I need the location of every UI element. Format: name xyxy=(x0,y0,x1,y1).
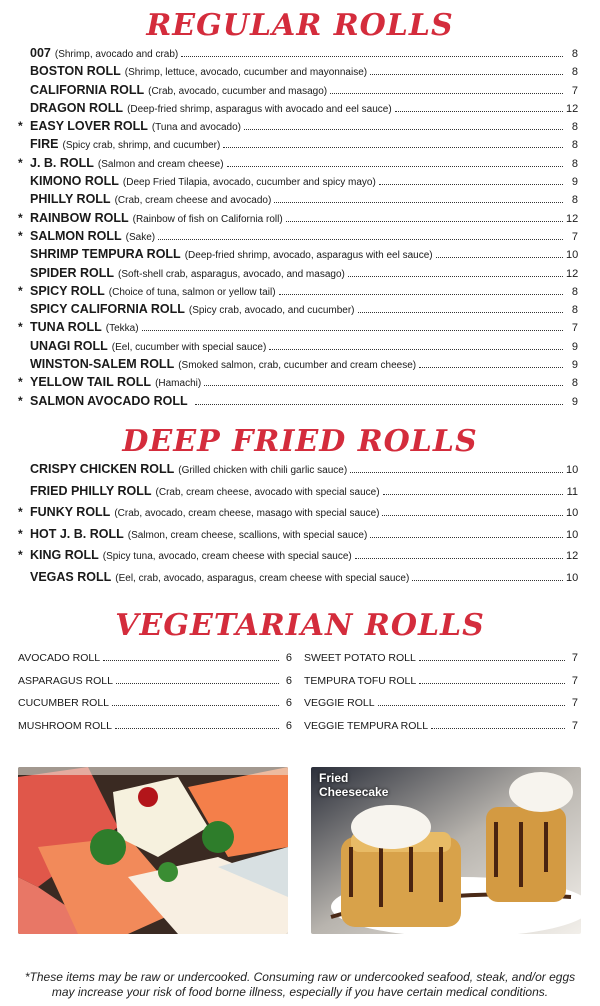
menu-item-row xyxy=(18,211,578,229)
deep-fried-rolls-title: DEEP FRIED ROLLS xyxy=(122,424,478,459)
menu-item-row xyxy=(18,266,578,284)
vegetarian-item-price: 6 xyxy=(285,719,292,732)
vegetarian-item-row xyxy=(304,697,578,720)
menu-item-star: * xyxy=(18,320,23,335)
menu-item-price: 12 xyxy=(566,102,579,115)
menu-item-row xyxy=(18,548,578,570)
menu-item-row xyxy=(18,320,578,338)
dot-leader xyxy=(103,660,279,661)
dot-leader xyxy=(274,202,563,203)
regular-rolls-list xyxy=(18,46,578,412)
menu-item-price: 7 xyxy=(571,322,578,335)
menu-item-row xyxy=(18,46,578,64)
dot-leader xyxy=(181,56,563,57)
dot-leader xyxy=(286,221,563,222)
menu-item-price: 10 xyxy=(566,464,579,476)
menu-item-name: HOT J. B. ROLL xyxy=(30,526,124,541)
vegetarian-item-name: ASPARAGUS ROLL xyxy=(18,674,113,687)
dot-leader xyxy=(204,385,563,386)
vegetarian-item-name: MUSHROOM ROLL xyxy=(18,719,112,732)
allergy-disclaimer xyxy=(0,970,600,999)
deep-fried-rolls-list xyxy=(18,462,578,592)
disclaimer-line-1: *These items may be raw or undercooked. Consuming raw or undercooked seafood, steak, and/or eggs xyxy=(24,970,576,984)
menu-item-description: (Eel, cucumber with special sauce) xyxy=(111,341,267,353)
dot-leader xyxy=(355,558,563,559)
menu-item-row xyxy=(18,174,578,192)
menu-item-name: KIMONO ROLL xyxy=(30,174,119,189)
vegetarian-item-price: 7 xyxy=(571,719,578,732)
menu-item-price: 8 xyxy=(571,377,578,390)
menu-item-price: 9 xyxy=(571,359,578,372)
vegetarian-item-price: 6 xyxy=(285,674,292,687)
menu-item-description: (Rainbow of fish on California roll) xyxy=(132,213,283,225)
menu-item-star: * xyxy=(18,393,23,408)
menu-item-name: CRISPY CHICKEN ROLL xyxy=(30,462,175,476)
menu-item-row xyxy=(18,229,578,247)
dot-leader xyxy=(223,147,563,148)
menu-item-name: CALIFORNIA ROLL xyxy=(30,82,145,97)
vegetarian-item-row xyxy=(304,652,578,675)
dot-leader xyxy=(279,294,563,295)
menu-item-name: DRAGON ROLL xyxy=(30,100,124,115)
menu-item-description: (Deep Fried Tilapia, avocado, cucumber and spicy mayo) xyxy=(122,177,376,189)
menu-item-name: VEGAS ROLL xyxy=(30,569,112,584)
menu-item-row xyxy=(18,357,578,375)
dot-leader xyxy=(142,330,563,331)
menu-item-name: 007 xyxy=(30,46,51,60)
menu-item-price: 12 xyxy=(566,267,579,280)
menu-item-row xyxy=(18,484,578,506)
menu-item-name: SALMON ROLL xyxy=(30,228,122,243)
vegetarian-item-row xyxy=(304,720,578,743)
regular-rolls-title: REGULAR ROLLS xyxy=(146,8,454,43)
menu-item-description: (Soft-shell crab, asparagus, avocado, and masago) xyxy=(118,268,345,280)
menu-item-row xyxy=(18,462,578,484)
menu-item-name: EASY LOVER ROLL xyxy=(30,119,148,134)
dot-leader xyxy=(269,349,563,350)
menu-item-row xyxy=(18,156,578,174)
menu-item-row xyxy=(18,284,578,302)
menu-item-price: 8 xyxy=(571,285,578,298)
menu-item-row xyxy=(18,83,578,101)
menu-item-description: (Choice of tuna, salmon or yellow tail) xyxy=(108,286,276,298)
menu-item-star: * xyxy=(18,505,23,520)
menu-item-description: (Smoked salmon, crab, cucumber and cream cheese) xyxy=(178,360,417,372)
dot-leader xyxy=(419,683,565,684)
dot-leader xyxy=(348,276,563,277)
menu-item-row xyxy=(18,505,578,527)
menu-item-description: (Shrimp, avocado and crab) xyxy=(54,49,179,60)
menu-item-description: (Crab, cream cheese, avocado with special sauce) xyxy=(155,486,380,498)
fried-cheesecake-photo xyxy=(311,767,581,934)
menu-item-star: * xyxy=(18,283,23,298)
dot-leader xyxy=(431,728,565,729)
menu-item-name: TUNA ROLL xyxy=(30,320,102,335)
vegetarian-item-row xyxy=(18,652,292,675)
menu-item-price: 8 xyxy=(571,48,578,60)
menu-item-price: 8 xyxy=(571,121,578,134)
menu-item-price: 8 xyxy=(571,304,578,317)
menu-item-price: 10 xyxy=(566,507,579,520)
vegetarian-left-column xyxy=(18,652,292,742)
dot-leader xyxy=(158,239,563,240)
dot-leader xyxy=(227,166,563,167)
sushi-platter-photo xyxy=(18,767,288,934)
menu-item-price: 10 xyxy=(566,528,579,541)
menu-item-price: 12 xyxy=(566,550,579,563)
vegetarian-item-row xyxy=(18,697,292,720)
menu-item-name: SPICY ROLL xyxy=(30,283,105,298)
fried-cheesecake-caption: Fried Cheesecake xyxy=(319,771,389,799)
menu-item-price: 8 xyxy=(571,139,578,152)
vegetarian-item-name: TEMPURA TOFU ROLL xyxy=(304,674,417,687)
menu-item-row xyxy=(18,64,578,82)
vegetarian-item-price: 7 xyxy=(571,697,578,709)
menu-item-row xyxy=(18,339,578,357)
dot-leader xyxy=(412,580,563,581)
menu-item-name: SALMON AVOCADO ROLL xyxy=(30,393,188,408)
dot-leader xyxy=(358,312,563,313)
dot-leader xyxy=(383,494,563,495)
menu-item-description: (Spicy crab, shrimp, and cucumber) xyxy=(62,140,221,152)
menu-item-price: 8 xyxy=(571,66,578,79)
menu-item-star: * xyxy=(18,210,23,225)
menu-item-row xyxy=(18,527,578,549)
dot-leader xyxy=(379,184,563,185)
vegetarian-item-price: 7 xyxy=(571,674,578,687)
menu-item-price: 7 xyxy=(571,84,578,97)
menu-item-name: KING ROLL xyxy=(30,548,99,563)
dot-leader xyxy=(395,111,563,112)
menu-item-description: (Crab, cream cheese and avocado) xyxy=(114,195,272,207)
vegetarian-item-price: 6 xyxy=(285,697,292,709)
menu-item-name: UNAGI ROLL xyxy=(30,338,108,353)
menu-item-description: (Tekka) xyxy=(105,323,139,335)
menu-item-price: 10 xyxy=(566,571,579,584)
menu-item-row xyxy=(18,192,578,210)
dot-leader xyxy=(370,74,563,75)
vegetarian-item-name: AVOCADO ROLL xyxy=(18,652,101,664)
menu-item-description: (Eel, crab, avocado, asparagus, cream cheese with special sauce) xyxy=(115,572,410,584)
menu-item-name: BOSTON ROLL xyxy=(30,64,121,79)
menu-item-name: FIRE xyxy=(30,137,59,152)
menu-item-name: YELLOW TAIL ROLL xyxy=(30,375,152,390)
menu-item-price: 12 xyxy=(566,212,579,225)
menu-item-description: (Salmon, cream cheese, scallions, with special sauce) xyxy=(127,529,368,541)
vegetarian-item-row xyxy=(18,675,292,698)
dot-leader xyxy=(330,93,563,94)
menu-item-name: PHILLY ROLL xyxy=(30,192,111,207)
dot-leader xyxy=(115,728,279,729)
dot-leader xyxy=(112,705,279,706)
menu-item-row xyxy=(18,394,578,412)
menu-item-price: 11 xyxy=(566,485,578,498)
menu-item-name: J. B. ROLL xyxy=(30,155,94,170)
menu-item-star: * xyxy=(18,119,23,134)
menu-item-star: * xyxy=(18,526,23,541)
menu-item-name: SPIDER ROLL xyxy=(30,265,115,280)
menu-item-name: SPICY CALIFORNIA ROLL xyxy=(30,302,185,317)
menu-item-price: 10 xyxy=(566,249,579,262)
dot-leader xyxy=(350,472,563,473)
menu-item-price: 7 xyxy=(571,230,578,243)
vegetarian-item-name: VEGGIE ROLL xyxy=(304,697,375,709)
dot-leader xyxy=(244,129,563,130)
menu-item-name: WINSTON-SALEM ROLL xyxy=(30,357,175,372)
menu-item-price: 8 xyxy=(571,157,578,170)
menu-item-row xyxy=(18,247,578,265)
menu-item-description: (Grilled chicken with chili garlic sauce) xyxy=(178,465,348,476)
menu-item-name: SHRIMP TEMPURA ROLL xyxy=(30,247,181,262)
menu-item-row xyxy=(18,137,578,155)
dot-leader xyxy=(419,660,565,661)
menu-item-description: (Spicy crab, avocado, and cucumber) xyxy=(188,305,355,317)
vegetarian-item-name: SWEET POTATO ROLL xyxy=(304,652,416,664)
menu-item-description: (Spicy tuna, avocado, cream cheese with special sauce) xyxy=(102,551,352,563)
menu-item-description: (Deep-fried shrimp, avocado, asparagus with eel sauce) xyxy=(184,250,433,262)
vegetarian-item-name: CUCUMBER ROLL xyxy=(18,697,110,709)
menu-item-description: (Salmon and cream cheese) xyxy=(97,158,224,170)
menu-item-description: (Shrimp, lettuce, avocado, cucumber and mayonnaise) xyxy=(124,67,368,79)
menu-item-star: * xyxy=(18,228,23,243)
menu-item-star: * xyxy=(18,548,23,563)
menu-item-description: (Crab, avocado, cucumber and masago) xyxy=(148,85,328,97)
menu-item-price: 9 xyxy=(571,395,578,408)
menu-item-name: RAINBOW ROLL xyxy=(30,210,129,225)
menu-item-description: (Sake) xyxy=(125,231,156,243)
menu-item-price: 9 xyxy=(571,176,578,189)
menu-item-row xyxy=(18,101,578,119)
dot-leader xyxy=(116,683,279,684)
menu-item-star: * xyxy=(18,375,23,390)
sushi-platter-illustration xyxy=(18,767,288,934)
menu-item-name: FUNKY ROLL xyxy=(30,505,111,520)
menu-item-row xyxy=(18,375,578,393)
menu-item-description: (Deep-fried shrimp, asparagus with avocado and eel sauce) xyxy=(127,103,392,115)
vegetarian-item-price: 6 xyxy=(285,652,292,664)
menu-item-star: * xyxy=(18,155,23,170)
dot-leader xyxy=(195,404,563,405)
menu-item-row xyxy=(18,570,578,592)
menu-item-description: (Tuna and avocado) xyxy=(151,122,241,134)
vegetarian-item-name: VEGGIE TEMPURA ROLL xyxy=(304,719,429,732)
vegetarian-rolls-title: VEGETARIAN ROLLS xyxy=(115,608,485,643)
menu-item-price: 8 xyxy=(571,194,578,207)
disclaimer-line-2: may increase your risk of food borne illness, especially if you have certain medical conditions. xyxy=(51,984,549,999)
vegetarian-item-row xyxy=(18,720,292,743)
dot-leader xyxy=(382,515,563,516)
vegetarian-item-row xyxy=(304,675,578,698)
vegetarian-right-column xyxy=(304,652,578,742)
menu-item-row xyxy=(18,119,578,137)
dot-leader xyxy=(419,367,563,368)
menu-item-price: 9 xyxy=(571,340,578,353)
menu-item-description: (Hamachi) xyxy=(155,378,202,390)
menu-item-description: (Crab, avocado, cream cheese, masago with special sauce) xyxy=(114,508,380,520)
menu-item-row xyxy=(18,302,578,320)
dot-leader xyxy=(370,537,563,538)
vegetarian-item-price: 7 xyxy=(571,652,578,664)
dot-leader xyxy=(378,705,565,706)
dot-leader xyxy=(436,257,563,258)
menu-item-name: FRIED PHILLY ROLL xyxy=(30,483,152,498)
